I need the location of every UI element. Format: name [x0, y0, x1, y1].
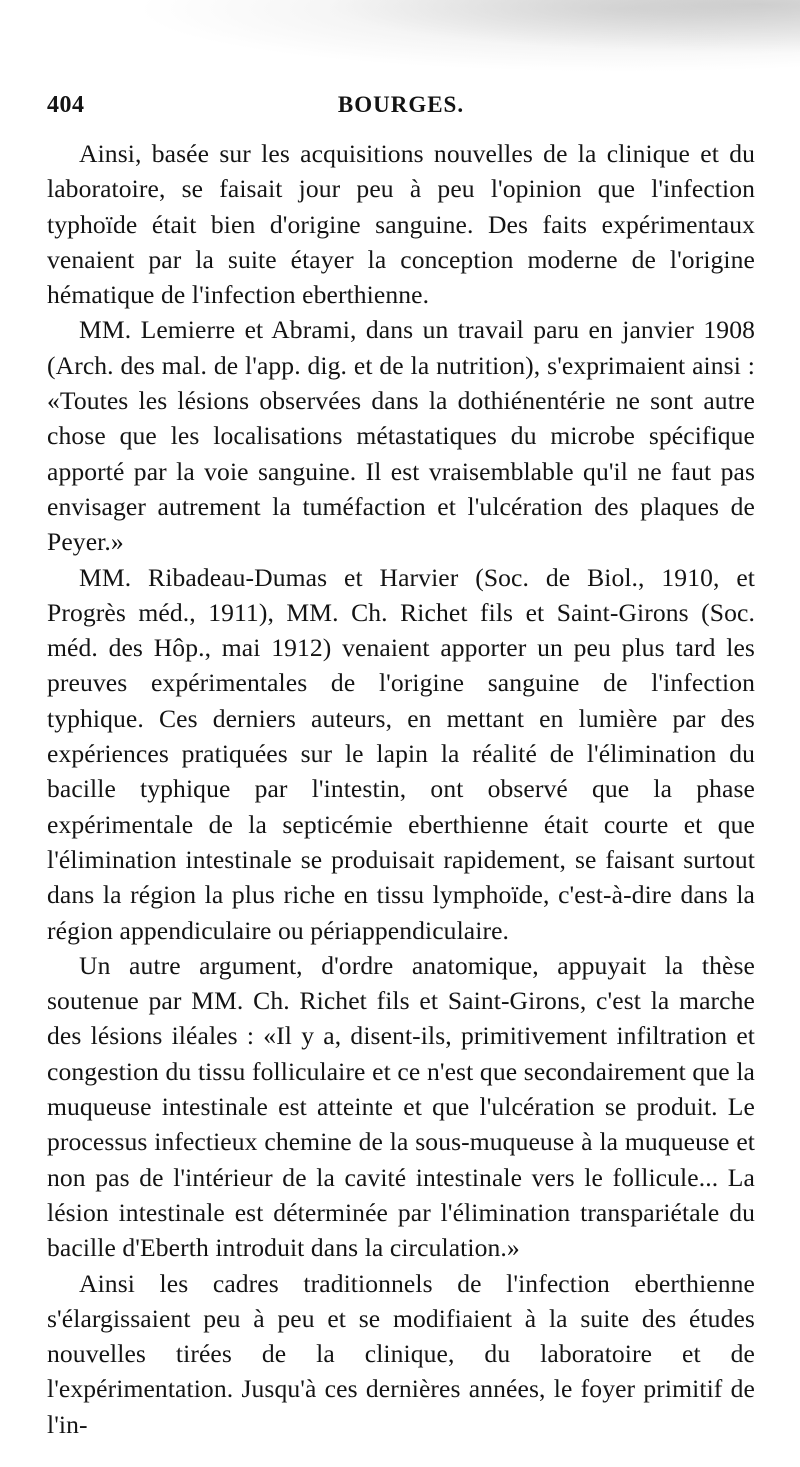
paragraph: Un autre argument, d'ordre anatomique, appuyait la thèse soutenue par MM. Ch. Richet fils et Saint-Girons, c'est la marche des lésions iléales : «Il y a, disent-ils, primitivement infiltration et congestion du tissu folliculaire et ce n'est que secondairement que la muqueuse intestinale est atteinte et que l'ulcération se produit. Le processus infectieux chemine de la sous-muqueuse à la muqueuse et non pas de l'intérieur de la cavité intestinale vers le follicule... La lésion intestinale est déterminée par l'élimination transpariétale du bacille d'Eberth introduit dans la circulation.»	[47, 950, 755, 1263]
page-number: 404	[47, 92, 85, 118]
running-head	[47, 92, 755, 136]
paragraph: MM. Ribadeau-Dumas et Harvier (Soc. de Biol., 1910, et Progrès méd., 1911), MM. Ch. Richet fils et Saint-Girons (Soc. méd. des Hôp., mai 1912) venaient apporter un peu plus tard les preuves expérimentales de l'origine sanguine de l'infection typhique. Ces derniers auteurs, en mettant en lumière par des expériences pratiquées sur le lapin la réalité de l'élimination du bacille typhique par l'intestin, ont observé que la phase expérimentale de la septicémie eberthienne était courte et que l'élimination intestinale se produisait rapidement, se faisant surtout dans la région la plus riche en tissu lymphoïde, c'est-à-dire dans la région appendiculaire ou périappendiculaire.	[47, 562, 755, 945]
paragraph: Ainsi, basée sur les acquisitions nouvelles de la clinique et du laboratoire, se faisait jour peu à peu l'opinion que l'infection typhoïde était bien d'origine sanguine. Des faits expérimentaux venaient par la suite étayer la conception moderne de l'origine hématique de l'infection eberthienne.	[47, 139, 755, 310]
body-text	[47, 136, 755, 1442]
paragraph: Ainsi les cadres traditionnels de l'infection eberthienne s'élargissaient peu à peu et se modifiaient à la suite des études nouvelles tirées de la clinique, du laboratoire et de l'expérimentation. Jusqu'à ces dernières années, le foyer primitif de l'in-	[47, 1268, 755, 1439]
running-title: BOURGES.	[337, 92, 465, 117]
scan-artifact	[0, 0, 800, 90]
book-page	[47, 92, 755, 1442]
paragraph: MM. Lemierre et Abrami, dans un travail paru en janvier 1908 (Arch. des mal. de l'app. dig. et de la nutrition), s'exprimaient ainsi : «Toutes les lésions observées dans la dothiénentérie ne sont autre chose que les localisations métastatiques du microbe spécifique apporté par la voie sanguine. Il est vraisemblable qu'il ne faut pas envisager autrement la tuméfaction et l'ulcération des plaques de Peyer.»	[47, 315, 755, 557]
